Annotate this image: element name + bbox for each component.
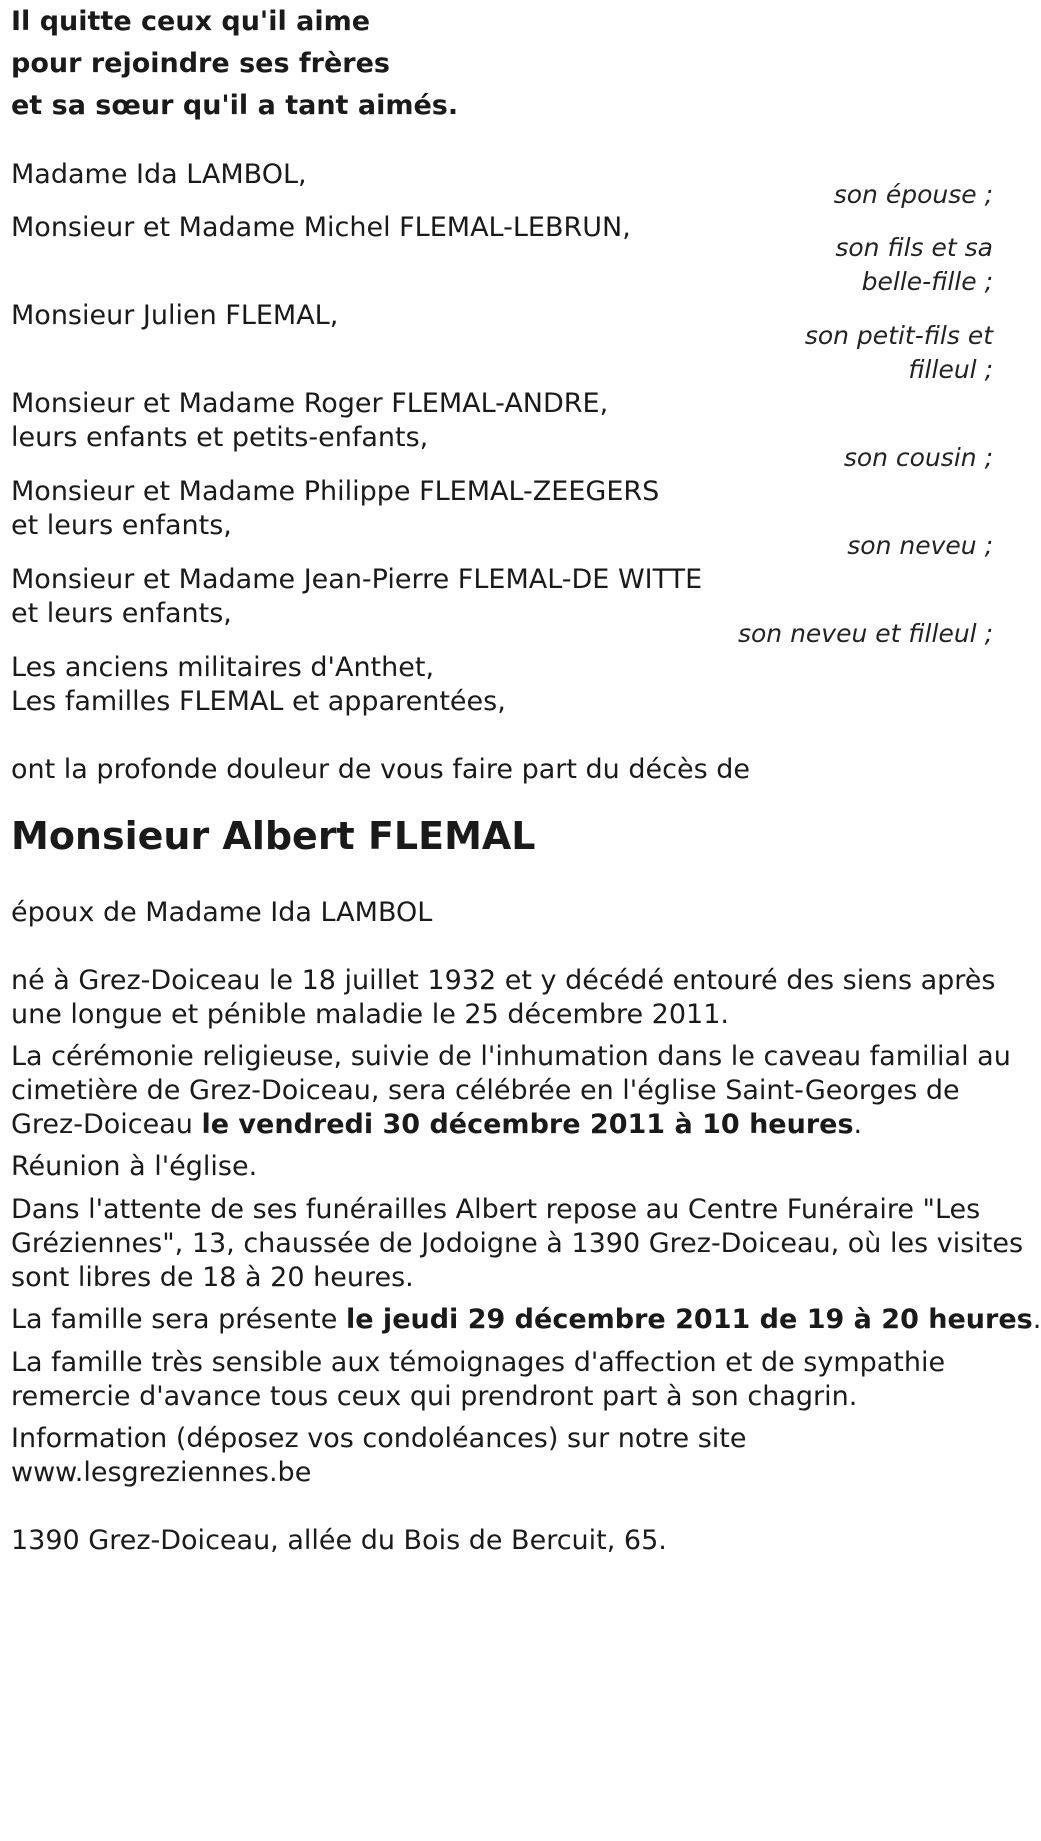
ceremony-line-3-suffix: .	[853, 1109, 863, 1140]
thanks-line-2: remercie d'avance tous ceux qui prendront part à son chagrin.	[11, 1381, 858, 1412]
birth-death-line-1: né à Grez-Doiceau le 18 juillet 1932 et y décédé entouré des siens après	[11, 965, 996, 996]
presence-line	[11, 1300, 1041, 1340]
family-relation-1: son épouse ;	[833, 180, 993, 209]
family-name-5b: et leurs enfants,	[11, 510, 232, 541]
family-relation-4: son cousin ;	[843, 443, 993, 472]
spouse-line: époux de Madame Ida LAMBOL	[11, 897, 433, 928]
family-relation-3a: son petit-fils et	[804, 321, 993, 350]
ceremony-line-1: La cérémonie religieuse, suivie de l'inhumation dans le caveau familial au	[11, 1041, 1011, 1072]
birth-death-line-2: une longue et pénible maladie le 25 décembre 2011.	[11, 999, 729, 1030]
meeting-line: Réunion à l'église.	[11, 1151, 258, 1182]
deceased-name: Monsieur Albert FLEMAL	[11, 814, 536, 858]
family-name-4b: leurs enfants et petits-enfants,	[11, 422, 429, 453]
family-name-6a: Monsieur et Madame Jean-Pierre FLEMAL-DE WITTE	[11, 564, 703, 595]
rest-line-2: Gréziennes", 13, chaussée de Jodoigne à 1390 Grez-Doiceau, où les visites	[11, 1228, 1024, 1259]
presence-prefix: La famille sera présente	[11, 1304, 346, 1335]
intro-line-2: pour rejoindre ses frères	[11, 48, 391, 79]
rest-line-1: Dans l'attente de ses funérailles Albert repose au Centre Funéraire "Les	[11, 1194, 981, 1225]
family-name-6b: et leurs enfants,	[11, 598, 232, 629]
ceremony-date: le vendredi 30 décembre 2011 à 10 heures	[201, 1109, 854, 1140]
presence-suffix: .	[1032, 1304, 1041, 1335]
family-name-3: Monsieur Julien FLEMAL,	[11, 300, 339, 331]
website-link[interactable]: www.lesgreziennes.be	[11, 1457, 312, 1488]
intro-line-1: Il quitte ceux qu'il aime	[11, 6, 371, 37]
family-name-4a: Monsieur et Madame Roger FLEMAL-ANDRE,	[11, 388, 609, 419]
intro-line-3: et sa sœur qu'il a tant aimés.	[11, 90, 459, 121]
family-name-2: Monsieur et Madame Michel FLEMAL-LEBRUN,	[11, 212, 631, 243]
presence-date: le jeudi 29 décembre 2011 de 19 à 20 heures	[345, 1304, 1033, 1335]
ceremony-line-3	[11, 1105, 862, 1145]
family-relation-6: son neveu et filleul ;	[737, 619, 993, 648]
family-name-1: Madame Ida LAMBOL,	[11, 159, 307, 190]
rest-line-3: sont libres de 18 à 20 heures.	[11, 1262, 414, 1293]
address-line: 1390 Grez-Doiceau, allée du Bois de Bercuit, 65.	[11, 1525, 667, 1556]
family-relation-2a: son fils et sa	[835, 233, 993, 262]
family-relation-5: son neveu ;	[847, 531, 993, 560]
family-relation-3b: filleul ;	[908, 355, 993, 384]
info-line-1: Information (déposez vos condoléances) sur notre site	[11, 1423, 747, 1454]
ceremony-line-2: cimetière de Grez-Doiceau, sera célébrée en l'église Saint-Georges de	[11, 1075, 960, 1106]
thanks-line-1: La famille très sensible aux témoignages d'affection et de sympathie	[11, 1347, 946, 1378]
family-name-5a: Monsieur et Madame Philippe FLEMAL-ZEEGERS	[11, 476, 660, 507]
family-relation-2b: belle-fille ;	[861, 267, 993, 296]
family-name-7a: Les anciens militaires d'Anthet,	[11, 652, 435, 683]
ceremony-line-3-prefix: Grez-Doiceau	[11, 1109, 202, 1140]
announcement-text: ont la profonde douleur de vous faire part du décès de	[11, 754, 750, 785]
family-name-7b: Les familles FLEMAL et apparentées,	[11, 686, 506, 717]
